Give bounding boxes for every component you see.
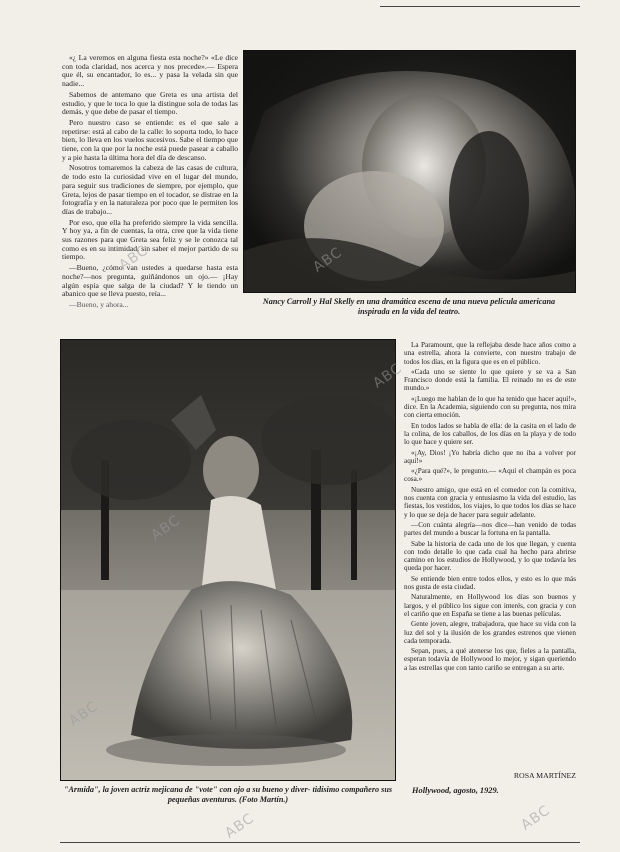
right-text-column	[404, 341, 576, 674]
photo-bottom-image	[61, 340, 395, 780]
watermark: ABC	[518, 802, 554, 834]
bottom-rule	[60, 842, 580, 843]
photo-bottom-caption: "Armida", la joven actriz mejicana de "vote" con ojo a su bueno y diver- tidísimo compañero sus pequeñas aventuras. (Foto Martín.)	[63, 785, 393, 804]
paragraph: Sabe la historia de cada uno de los que llegan, y cuenta con todo detalle lo que cada cual ha hecho para abrirse camino en los estudios de Hollywood, y lo que todavía les queda por hacer.	[404, 539, 576, 573]
watermark: ABC	[66, 698, 102, 730]
watermark: ABC	[370, 360, 406, 392]
paragraph: Nosotros tomaremos la cabeza de las casas de cultura, de todo esto la curiosidad vive en el lugar del mundo, para seguir sus tradiciones de siempre, por ejemplo, que Greta, lejos de pasar tiempo en el tocador, se distrae en la fotografía y en la naturaleza por poco que le permiten los días de trabajo...	[62, 163, 238, 216]
photo-top-scene	[243, 50, 576, 293]
watermark: ABC	[116, 242, 152, 274]
watermark: ABC	[310, 244, 346, 276]
paragraph: Sabemos de antemano que Greta es una artista del estudio, y que le toca lo que la distingue sola de todas las demás, y que debe de pasar el tiempo.	[62, 89, 238, 117]
watermark: ABC	[148, 512, 184, 544]
top-rule	[380, 6, 580, 7]
paragraph: «¿Para qué?», le pregunto.— «Aquí el champán es poca cosa.»	[404, 467, 576, 484]
paragraph: —Bueno, y ahora...	[69, 299, 129, 309]
paragraph: Sepan, pues, a qué atenerse los que, fieles a la pantalla, esperan todavía de Hollywood lo mejor, y sigan queriendo a las estrellas que con tanto cariño se entregan a su arte.	[404, 647, 576, 672]
paragraph: —Con cuánta alegría—nos dice—han venido de todas partes del mundo a buscar la fortuna en la pantalla.	[404, 520, 576, 538]
photo-top-caption: Nancy Carroll y Hal Skelly en una dramática escena de una nueva película americana inspirada en la vida del teatro.	[262, 297, 556, 316]
watermark: ABC	[222, 810, 258, 842]
paragraph: Pero nuestro caso se entiende: es el que sale a repetirse: está al cabo de la calle: lo soporta todo, lo hace bien, lo lleva en los vuelos sucesivos. Sabe el tiempo que tiene, con la que por la noche está puede pasear a caballo y a pie hasta la última hora del día de descanso.	[62, 117, 238, 162]
paragraph: Naturalmente, en Hollywood los días son buenos y largos, y el público los sigue con interés, con gracia y con el cariño que en España se tiene a las buenas películas.	[404, 593, 576, 618]
paragraph: «¡Ay, Dios! ¡Yo habría dicho que no iba a volver por aquí!»	[404, 448, 576, 465]
paragraph: «¿ La veremos en alguna fiesta esta noche?» «Le dice con toda claridad, nos acerca y nos precede».— Espera que él, su encantador, lo es... y pasa la velada sin que nadie...	[62, 53, 238, 89]
paragraph: Nuestro amigo, que está en el comedor con la comitiva, nos cuenta con gracia y entusiasmo la vida del estudio, las fiestas, los vestidos, los viajes, lo que todos los días se hace y lo que se deja de hacer para seguir adelante.	[404, 485, 576, 519]
paragraph: Gente joven, alegre, trabajadora, que hace su vida con la luz del sol y la ilusión de los grandes estrenos que vienen cada temporada.	[404, 620, 576, 645]
paragraph: —Bueno, ¿cómo van ustedes a quedarse hasta esta noche?—nos pregunta, guiñándonos un ojo.— ¡Hay algún espía que salga de la ciudad? Y le tiendo un abanico que se lleva puesto, reía...	[62, 263, 238, 299]
dateline: Hollywood, agosto, 1929.	[412, 786, 499, 795]
paragraph: Por eso, que ella ha preferido siempre la vida sencilla. Y hoy ya, a fin de cuentas, la otra, cree que la vida tiene sus razones para que Greta sea feliz y se le conozca tal como es en su intimidad, sin saber el mejor partido de su tiempo.	[62, 217, 238, 262]
paragraph: En todos lados se habla de ella: de la casita en el lado de la colina, de los caballos, de los días en la playa y de todo lo que hace y quiere ser.	[404, 421, 576, 447]
photo-top-image	[244, 51, 575, 292]
photo-bottom-portrait	[60, 339, 396, 781]
left-text-column	[62, 54, 238, 312]
paragraph: La Paramount, que la reflejaba desde hace años como a una estrella, ahora la convierte, con nuestro trabajo de todos los días, en la figura que es en el público.	[404, 341, 576, 366]
paragraph: «Cada uno se siente lo que quiere y se va a San Francisco donde está la familia. El reinado no es de este mundo.»	[404, 367, 576, 393]
paragraph: Se entiende bien entre todos ellos, y esto es lo que más nos gusta de esta ciudad.	[404, 574, 576, 592]
paragraph: «¡Luego me hablan de lo que ha tenido que hacer aquí!», dice. En la Academia, siguiendo con su pregunta, nos mira con cierta emoción.	[404, 394, 576, 420]
author-signature: ROSA MARTÍNEZ	[513, 771, 576, 780]
